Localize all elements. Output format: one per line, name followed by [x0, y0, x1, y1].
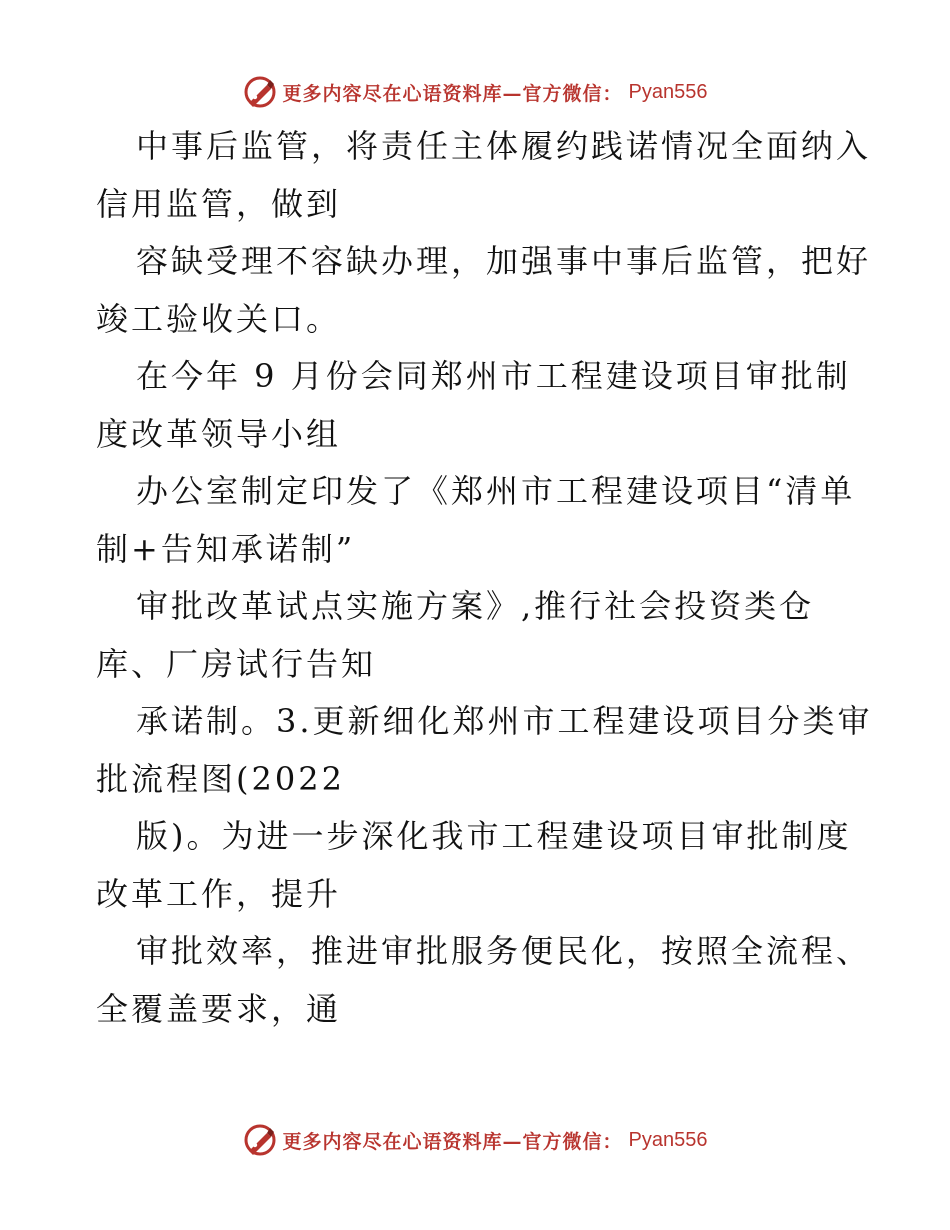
- paragraph-line: 度改革领导小组: [96, 414, 342, 453]
- paragraph-line: 在今年 9 月份会同郑州市工程建设项目审批制: [136, 357, 851, 395]
- paragraph-line: 改革工作，提升: [96, 874, 342, 913]
- pen-logo-icon: [243, 1123, 277, 1157]
- watermark-wechat-id: Pyan556: [628, 1128, 708, 1151]
- paragraph-line: 办公室制定印发了《郑州市工程建设项目“清单: [136, 472, 856, 510]
- paragraph-line: 审批改革试点实施方案》,推行社会投资类仓: [136, 587, 815, 625]
- paragraph-line: 批流程图(2022: [96, 759, 345, 798]
- watermark-text: 更多内容尽在心语资料库—官方微信：: [282, 82, 623, 105]
- paragraph-line: 全覆盖要求，通: [96, 989, 342, 1028]
- watermark-text: 更多内容尽在心语资料库—官方微信：: [282, 1130, 623, 1153]
- paragraph-line: 中事后监管，将责任主体履约践诺情况全面纳入: [136, 127, 872, 165]
- paragraph-line: 承诺制。3.更新细化郑州市工程建设项目分类审: [136, 702, 873, 740]
- paragraph-line: 审批效率，推进审批服务便民化，按照全流程、: [136, 932, 872, 970]
- paragraph-line: 库、厂房试行告知: [96, 644, 377, 683]
- paragraph-line: 容缺受理不容缺办理，加强事中事后监管，把好: [136, 242, 872, 280]
- watermark-wechat-id: Pyan556: [628, 80, 708, 103]
- paragraph-line: 版)。为进一步深化我市工程建设项目审批制度: [136, 817, 852, 855]
- pen-logo-icon: [243, 75, 277, 109]
- paragraph-line: 制+告知承诺制”: [96, 529, 356, 568]
- document-body: [96, 118, 873, 1038]
- paragraph-line: 竣工验收关口。: [96, 299, 342, 338]
- paragraph-line: 信用监管，做到: [96, 184, 342, 223]
- header-watermark: [0, 72, 950, 112]
- footer-watermark: [0, 1120, 950, 1160]
